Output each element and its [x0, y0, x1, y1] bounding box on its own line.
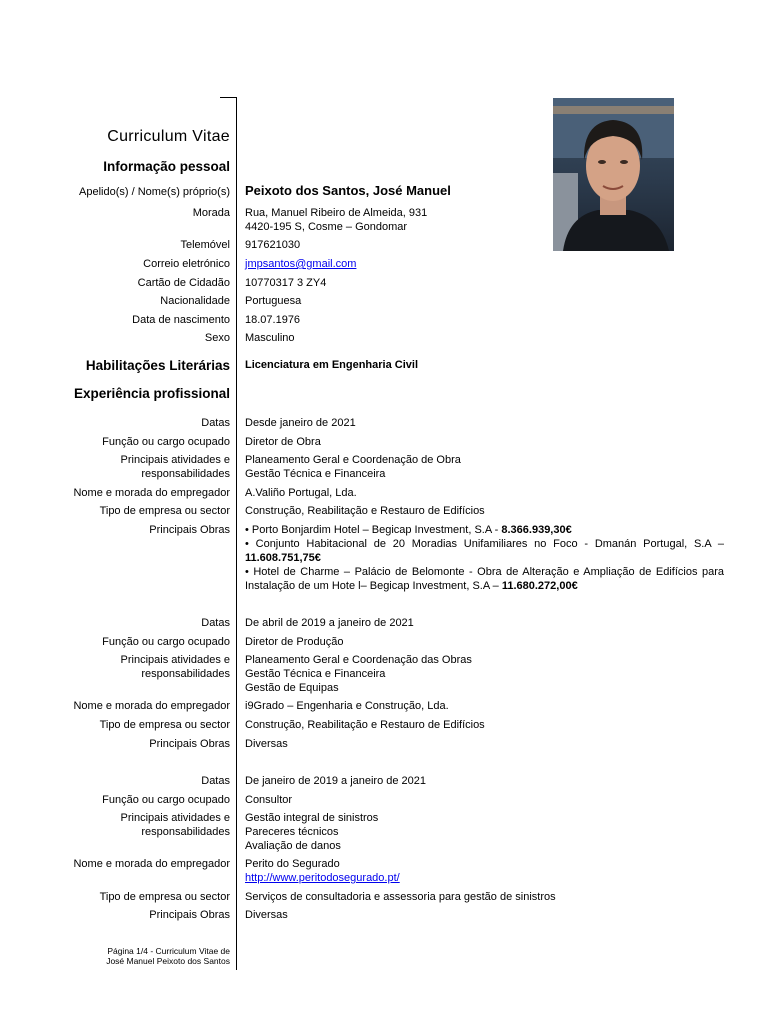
job1-work-2-amount: 11.608.751,75€ [245, 552, 321, 564]
job2-activities-label-2: responsabilidades [141, 668, 230, 680]
sex-label: Sexo [204, 332, 230, 344]
education-value: Licenciatura em Engenharia Civil [245, 359, 419, 371]
nationality-value: Portuguesa [245, 295, 302, 307]
job2-dates: De abril de 2019 a janeiro de 2021 [245, 617, 414, 629]
job2-activity-2: Gestão Técnica e Financeira [245, 668, 386, 680]
job1-sector: Construção, Reabilitação e Restauro de Edifícios [245, 505, 485, 517]
full-name: Peixoto dos Santos, José Manuel [245, 183, 451, 198]
job1-sector-label: Tipo de empresa ou sector [99, 505, 230, 517]
education-heading: Habilitações Literárias [85, 358, 230, 373]
vertical-rule [236, 97, 237, 970]
job3-employer-label: Nome e morada do empregador [73, 858, 230, 870]
job3-sector-label: Tipo de empresa ou sector [99, 891, 230, 903]
job1-activity-1: Planeamento Geral e Coordenação de Obra [245, 454, 461, 466]
job3-activity-3: Avaliação de danos [245, 840, 341, 852]
email-label: Correio eletrónico [143, 258, 230, 270]
job1-activities-label-2: responsabilidades [141, 468, 230, 480]
sex-value: Masculino [245, 332, 295, 344]
job1-works [245, 523, 724, 593]
job2-activities-label-1: Principais atividades e [120, 654, 230, 666]
job2-activity-1: Planeamento Geral e Coordenação das Obras [245, 654, 472, 666]
job3-works: Diversas [245, 909, 288, 921]
cv-title: Curriculum Vitae [107, 128, 230, 145]
job3-dates-label: Datas [201, 775, 230, 787]
job1-dates: Desde janeiro de 2021 [245, 417, 356, 429]
job1-work-2-text: • Conjunto Habitacional de 20 Moradias Unifamiliares no Foco - Dmanán Portugal, S.A – [245, 538, 724, 550]
page-footer [106, 946, 230, 966]
job3-works-label: Principais Obras [149, 909, 230, 921]
job1-activities-label-1: Principais atividades e [120, 454, 230, 466]
job3-employer: Perito do Segurado [245, 858, 340, 870]
portrait-image [553, 98, 674, 251]
job3-activity-2: Pareceres técnicos [245, 826, 339, 838]
job1-role: Diretor de Obra [245, 436, 321, 448]
name-label: Apelido(s) / Nome(s) próprio(s) [79, 186, 230, 198]
job1-activity-2: Gestão Técnica e Financeira [245, 468, 386, 480]
job3-activities-label-2: responsabilidades [141, 826, 230, 838]
job1-role-label: Função ou cargo ocupado [102, 436, 230, 448]
birth-value: 18.07.1976 [245, 314, 301, 326]
job3-activity-1: Gestão integral de sinistros [245, 812, 379, 824]
job2-activity-3: Gestão de Equipas [245, 682, 339, 694]
job2-sector: Construção, Reabilitação e Restauro de Edifícios [245, 719, 485, 731]
job1-work-item [245, 565, 724, 593]
job2-sector-label: Tipo de empresa ou sector [99, 719, 230, 731]
job3-sector: Serviços de consultadoria e assessoria para gestão de sinistros [245, 891, 556, 903]
phone-value: 917621030 [245, 239, 301, 251]
phone-label: Telemóvel [180, 239, 230, 251]
birth-label: Data de nascimento [132, 314, 230, 326]
job1-work-item [245, 523, 724, 537]
job2-role: Diretor de Produção [245, 636, 344, 648]
address-line-2: 4420-195 S, Cosme – Gondomar [245, 221, 408, 233]
job1-work-3-text: • Hotel de Charme – Palácio de Belomonte - Obra de Alteração e Ampliação de Edifícios para Instalação de um Hote l– Begicap Investment, S.A – [245, 566, 724, 592]
job1-work-3-amount: 11.680.272,00€ [501, 580, 578, 592]
job2-role-label: Função ou cargo ocupado [102, 636, 230, 648]
job2-employer-label: Nome e morada do empregador [73, 700, 230, 712]
address-label: Morada [192, 207, 230, 219]
address-line-1: Rua, Manuel Ribeiro de Almeida, 931 [245, 207, 428, 219]
id-value: 10770317 3 ZY4 [245, 277, 327, 289]
job1-employer: A.Valiño Portugal, Lda. [245, 487, 357, 499]
profile-photo [553, 98, 674, 251]
footer-line-1: Página 1/4 - Curriculum Vitae de [107, 946, 230, 956]
job2-dates-label: Datas [201, 617, 230, 629]
id-label: Cartão de Cidadão [137, 277, 230, 289]
job3-dates: De janeiro de 2019 a janeiro de 2021 [245, 775, 427, 787]
vertical-rule-tick [220, 97, 237, 98]
job3-role: Consultor [245, 794, 293, 806]
job1-dates-label: Datas [201, 417, 230, 429]
job1-work-1-amount: 8.366.939,30€ [501, 524, 572, 536]
job2-works-label: Principais Obras [149, 738, 230, 750]
job1-employer-label: Nome e morada do empregador [73, 487, 230, 499]
job3-employer-link-row [245, 871, 400, 885]
job1-work-item [245, 537, 724, 565]
job2-employer: i9Grado – Engenharia e Construção, Lda. [245, 700, 449, 712]
job1-works-label: Principais Obras [149, 524, 230, 536]
job3-activities-label-1: Principais atividades e [120, 812, 230, 824]
job3-role-label: Função ou cargo ocupado [102, 794, 230, 806]
nationality-label: Nacionalidade [160, 295, 230, 307]
email-row [245, 257, 356, 271]
job1-work-1-text: • Porto Bonjardim Hotel – Begicap Investment, S.A - [245, 524, 502, 536]
personal-info-heading: Informação pessoal [103, 159, 230, 174]
footer-line-2: José Manuel Peixoto dos Santos [106, 956, 230, 966]
job2-works: Diversas [245, 738, 288, 750]
job3-employer-link[interactable]: http://www.peritodosegurado.pt/ [245, 872, 400, 884]
email-link[interactable]: jmpsantos@gmail.com [245, 258, 357, 270]
experience-heading: Experiência profissional [73, 386, 230, 401]
